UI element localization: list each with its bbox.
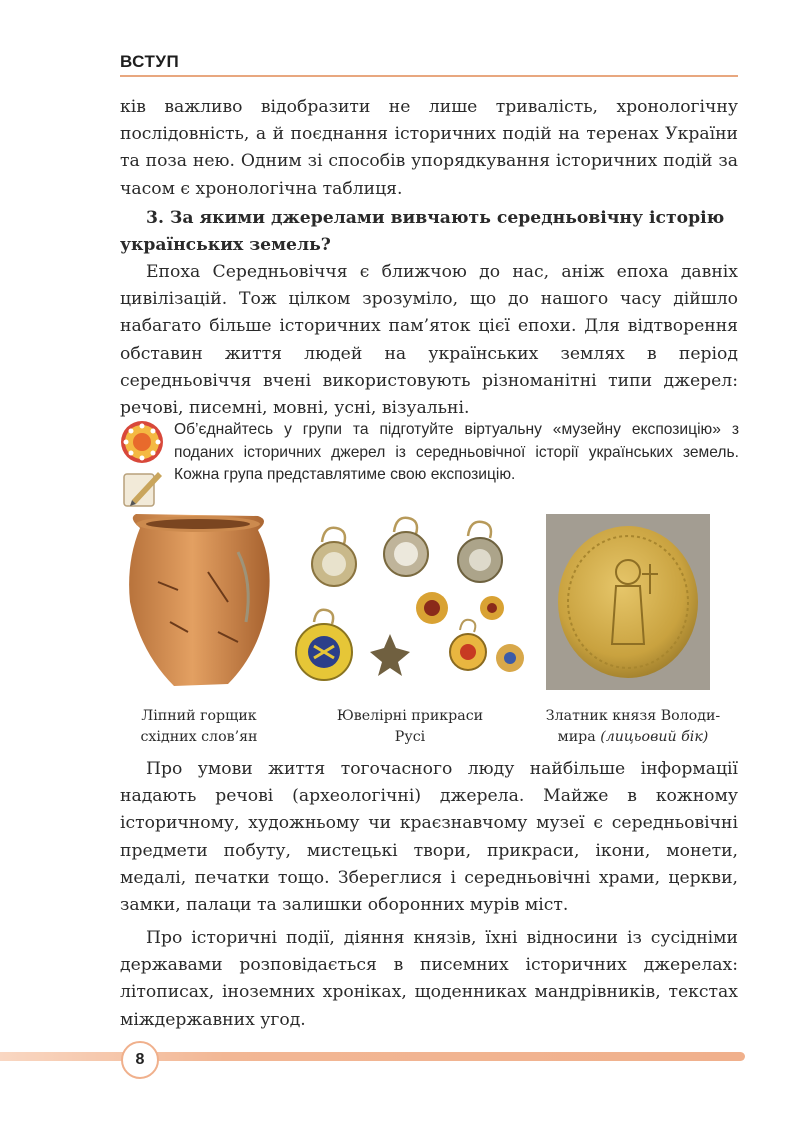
written-sources-paragraph: Про історичні події, діяння князів, їхні відносини із сусідніми державами розповідається в писемних історичних джерелах: літописах, іноземних хроніках, щоденниках мандрівників, текстах міждержавних угод.	[120, 928, 738, 1030]
coin-caption-line2-italic: (лицьовий бік)	[600, 729, 709, 745]
coin-caption-line2	[528, 727, 738, 748]
coin-caption	[528, 706, 738, 748]
epoch-paragraph: Епоха Середньовіччя є ближчою до нас, аніж епоха давніх цивілізацій. Тож цілком зрозуміло, що до нашого часу дійшло набагато більше історичних пам’яток цієї епохи. Для відтворення обставин життя людей на українських землях в період середньовіччя вчені використовують різноманітні типи джерел: речові, писемні, мовні, усні, візуальні.	[120, 262, 738, 419]
footer-bar	[0, 1052, 745, 1061]
page-number: 8	[121, 1041, 159, 1079]
jewelry-caption-line2: Русі	[394, 729, 426, 745]
gold-coin-image	[546, 514, 710, 690]
pot-caption-line2: східних слов’ян	[140, 729, 258, 745]
task-icons	[118, 420, 168, 510]
pot-caption	[118, 706, 280, 748]
pot-caption-line1: Ліпний горщик	[141, 708, 257, 724]
jewelry-image	[292, 512, 528, 690]
header-divider	[120, 75, 738, 77]
intro-paragraph: ків важливо відобразити не лише тривалість, хронологічну послідовність, а й поєднання історичних подій на теренах України та поза нею. Одним зі способів упорядкування історичних подій за часом є хронологічна таблиця.	[120, 97, 738, 199]
jewelry-caption-line1: Ювелірні прикраси	[336, 708, 484, 724]
group-work-icon	[118, 420, 168, 510]
jewelry-caption	[306, 706, 514, 748]
section-title: ВСТУП	[120, 52, 180, 71]
coin-caption-line2-main: мира	[557, 729, 601, 745]
task-text: Об’єднайтесь у групи та підготуйте віртуальну «музейну експозицію» з поданих історичних джерел із середньовічної історії українських земель. Кожна група представлятиме свою експозицію.	[174, 421, 739, 483]
section-heading: 3. За якими джерелами вивчають середньовічну історію українських земель?	[120, 208, 725, 255]
material-sources-paragraph: Про умови життя тогочасного люду найбільше інформації надають речові (археологічні) джерела. Майже в кожному історичному, художньому чи краєзнавчому музеї є середньовічні предмети побуту, мистецькі твори, прикраси, ікони, монети, медалі, печатки тощо. Збереглися і середньовічні храми, церкви, замки, палаци та залишки оборонних мурів міст.	[120, 759, 738, 916]
coin-caption-line1: Златник князя Володи-	[545, 708, 721, 724]
clay-pot-image	[118, 512, 278, 690]
